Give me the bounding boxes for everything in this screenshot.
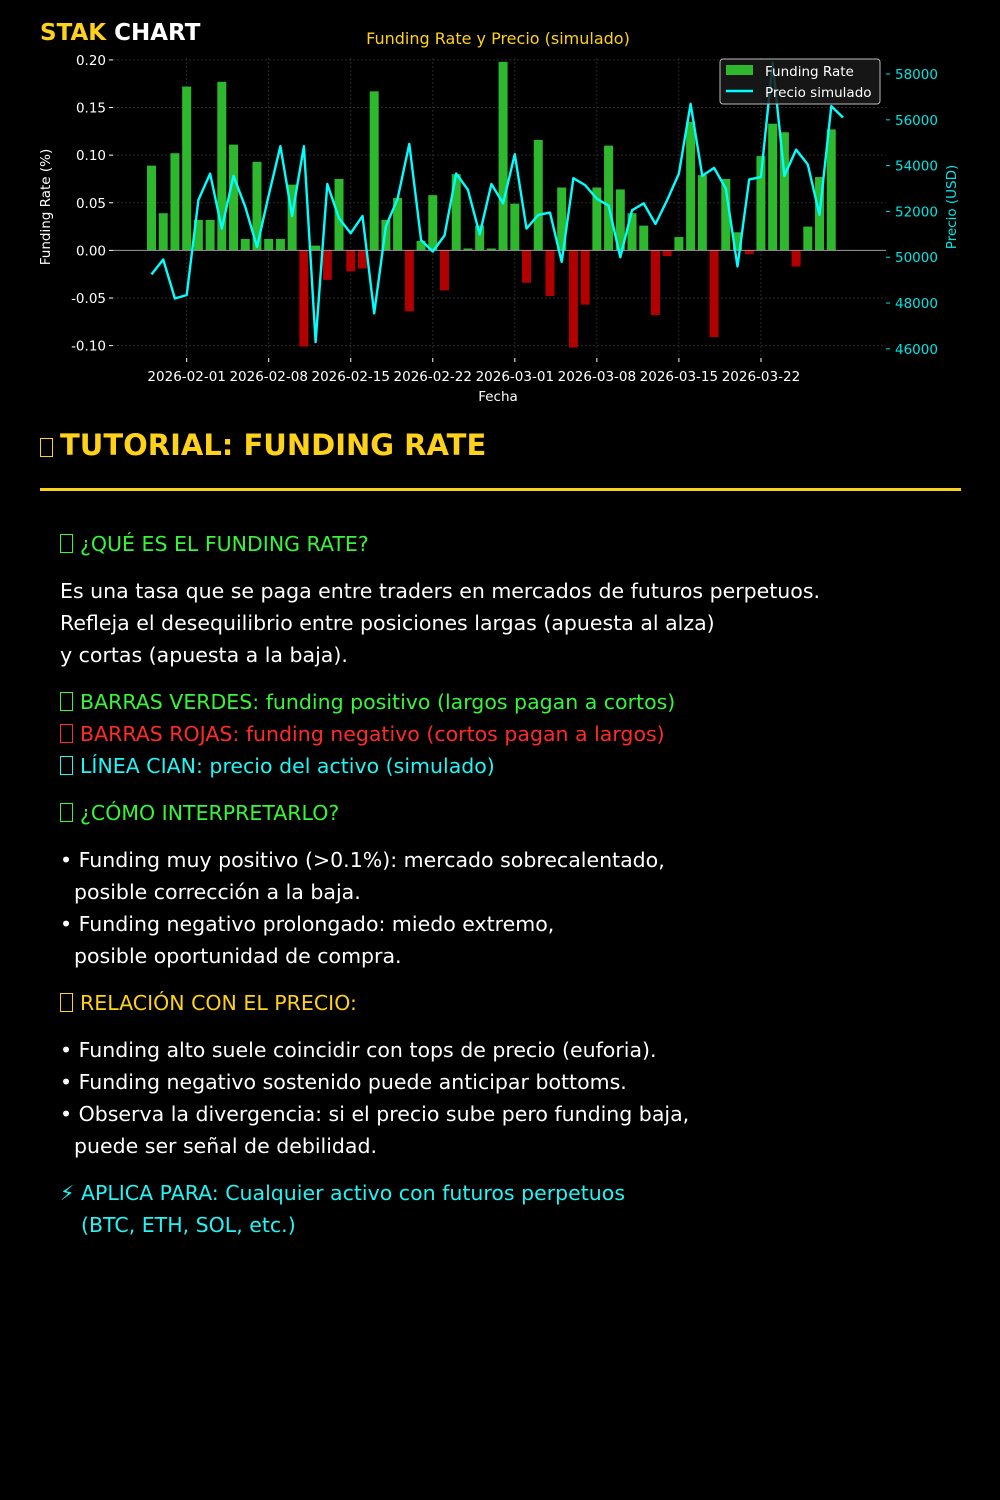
lightning-icon: ⚡ bbox=[60, 1181, 75, 1205]
green-square-icon bbox=[60, 692, 73, 711]
funding-bar bbox=[674, 237, 683, 250]
funding-bar bbox=[311, 246, 320, 251]
funding-bar bbox=[569, 250, 578, 347]
y-tick-label: -0.05 bbox=[71, 291, 106, 307]
text-line: Refleja el desequilibrio entre posiciones largas (apuesta al alza) bbox=[60, 611, 715, 635]
funding-bar bbox=[264, 239, 273, 250]
section-heading-what: ¿QUÉ ES EL FUNDING RATE? bbox=[60, 528, 970, 560]
funding-bar bbox=[710, 250, 719, 337]
x-tick-label: 2026-03-08 bbox=[557, 369, 637, 385]
legend-label-price: Precio simulado bbox=[765, 85, 872, 101]
funding-bar bbox=[323, 250, 332, 280]
apply-line-continuation: (BTC, ETH, SOL, etc.) bbox=[81, 1213, 296, 1237]
x-tick-label: 2026-03-15 bbox=[639, 369, 719, 385]
funding-bar bbox=[206, 220, 215, 250]
target-icon bbox=[60, 993, 73, 1012]
funding-bar bbox=[170, 153, 179, 250]
funding-bar bbox=[428, 195, 437, 250]
legend-green-text: BARRAS VERDES: funding positivo (largos pagan a cortos) bbox=[60, 686, 970, 718]
book-icon bbox=[40, 438, 53, 457]
funding-bar bbox=[241, 239, 250, 250]
section-heading-relation: RELACIÓN CON EL PRECIO: bbox=[60, 987, 970, 1019]
y2-tick-label: 50000 bbox=[895, 250, 938, 267]
brand-logo bbox=[40, 20, 200, 46]
funding-bar bbox=[276, 239, 285, 250]
funding-bar bbox=[358, 250, 367, 268]
question-icon bbox=[60, 534, 73, 553]
y2-tick-label: 56000 bbox=[895, 112, 938, 129]
funding-bar bbox=[370, 91, 379, 250]
funding-bar bbox=[651, 250, 660, 315]
chart-title: Funding Rate y Precio (simulado) bbox=[366, 29, 630, 48]
y2-tick-label: 52000 bbox=[895, 204, 938, 221]
brand-part-chart: CHART bbox=[114, 20, 201, 46]
funding-bar bbox=[229, 145, 238, 251]
bullet-line: • Observa la divergencia: si el precio sube pero funding baja, bbox=[60, 1102, 690, 1126]
y-tick-label: 0.05 bbox=[75, 195, 106, 212]
section-heading-interpret: ¿CÓMO INTERPRETARLO? bbox=[60, 797, 970, 829]
funding-bar bbox=[299, 250, 308, 346]
funding-bar bbox=[768, 124, 777, 251]
x-tick-label: 2026-02-15 bbox=[311, 369, 390, 385]
text-line: Es una tasa que se paga entre traders en mercados de futuros perpetuos. bbox=[60, 579, 821, 603]
y-tick-label: 0.00 bbox=[75, 243, 106, 260]
legend-swatch-bar bbox=[726, 65, 753, 75]
x-tick-label: 2026-02-08 bbox=[229, 369, 308, 385]
funding-bar bbox=[499, 62, 508, 251]
y2-tick-label: 54000 bbox=[895, 158, 938, 175]
funding-bar bbox=[159, 213, 168, 250]
funding-bar bbox=[639, 226, 648, 251]
bullet-continuation: puede ser señal de debilidad. bbox=[74, 1134, 378, 1158]
bullet-line: • Funding negativo prolongado: miedo extremo, bbox=[60, 912, 555, 936]
funding-bar bbox=[686, 122, 695, 251]
x-tick-label: 2026-03-01 bbox=[475, 369, 555, 385]
y-tick-label: -0.10 bbox=[71, 338, 106, 355]
chart-line-icon bbox=[60, 756, 73, 775]
y-tick-label: 0.15 bbox=[75, 100, 106, 117]
tutorial-title: TUTORIAL: FUNDING RATE bbox=[40, 428, 486, 462]
x-axis-label: Fecha bbox=[478, 389, 518, 405]
funding-rate-chart bbox=[0, 0, 1000, 415]
x-tick-label: 2026-02-01 bbox=[147, 369, 226, 385]
legend-red-text: BARRAS ROJAS: funding negativo (cortos pagan a largos) bbox=[60, 718, 970, 750]
funding-bar bbox=[604, 146, 613, 251]
title-divider bbox=[40, 488, 961, 491]
apply-line: ⚡ APLICA PARA: Cualquier activo con futuros perpetuos bbox=[60, 1181, 626, 1205]
brand-part-stak: STAK bbox=[40, 20, 107, 46]
funding-bar bbox=[792, 250, 801, 266]
funding-bar bbox=[803, 227, 812, 251]
funding-bar bbox=[510, 204, 519, 251]
legend-cyan-text: LÍNEA CIAN: precio del activo (simulado) bbox=[60, 750, 970, 782]
funding-bar bbox=[440, 250, 449, 290]
y2-tick-label: 48000 bbox=[895, 296, 938, 313]
tutorial-content bbox=[60, 528, 970, 1241]
funding-bar bbox=[346, 250, 355, 271]
funding-bar bbox=[405, 250, 414, 311]
bullet-line: • Funding alto suele coincidir con tops de precio (euforia). bbox=[60, 1038, 657, 1062]
funding-bar bbox=[522, 250, 531, 282]
funding-bar bbox=[745, 250, 754, 254]
y-tick-label: 0.20 bbox=[75, 52, 106, 69]
y2-tick-label: 58000 bbox=[895, 67, 938, 84]
red-square-icon bbox=[60, 724, 73, 743]
funding-bar bbox=[581, 250, 590, 304]
y2-tick-label: 46000 bbox=[895, 341, 938, 358]
funding-bar bbox=[182, 87, 191, 251]
funding-bar bbox=[545, 250, 554, 296]
y2-axis-label: Precio (USD) bbox=[944, 164, 960, 250]
bullet-line: • Funding muy positivo (>0.1%): mercado sobrecalentado, bbox=[60, 848, 665, 872]
funding-bar bbox=[827, 129, 836, 250]
funding-bar bbox=[698, 175, 707, 250]
bullet-continuation: posible corrección a la baja. bbox=[74, 880, 361, 904]
funding-bar bbox=[534, 140, 543, 250]
legend-label-funding: Funding Rate bbox=[765, 64, 854, 80]
lightbulb-icon bbox=[60, 803, 73, 822]
y-axis-label: Funding Rate (%) bbox=[38, 148, 54, 266]
funding-bar bbox=[147, 166, 156, 251]
text-line: y cortas (apuesta a la baja). bbox=[60, 643, 348, 667]
funding-bar bbox=[663, 250, 672, 256]
x-tick-label: 2026-03-22 bbox=[721, 369, 801, 385]
x-tick-label: 2026-02-22 bbox=[393, 369, 473, 385]
y-tick-label: 0.10 bbox=[75, 148, 106, 165]
bullet-line: • Funding negativo sostenido puede anticipar bottoms. bbox=[60, 1070, 627, 1094]
bullet-continuation: posible oportunidad de compra. bbox=[74, 944, 402, 968]
